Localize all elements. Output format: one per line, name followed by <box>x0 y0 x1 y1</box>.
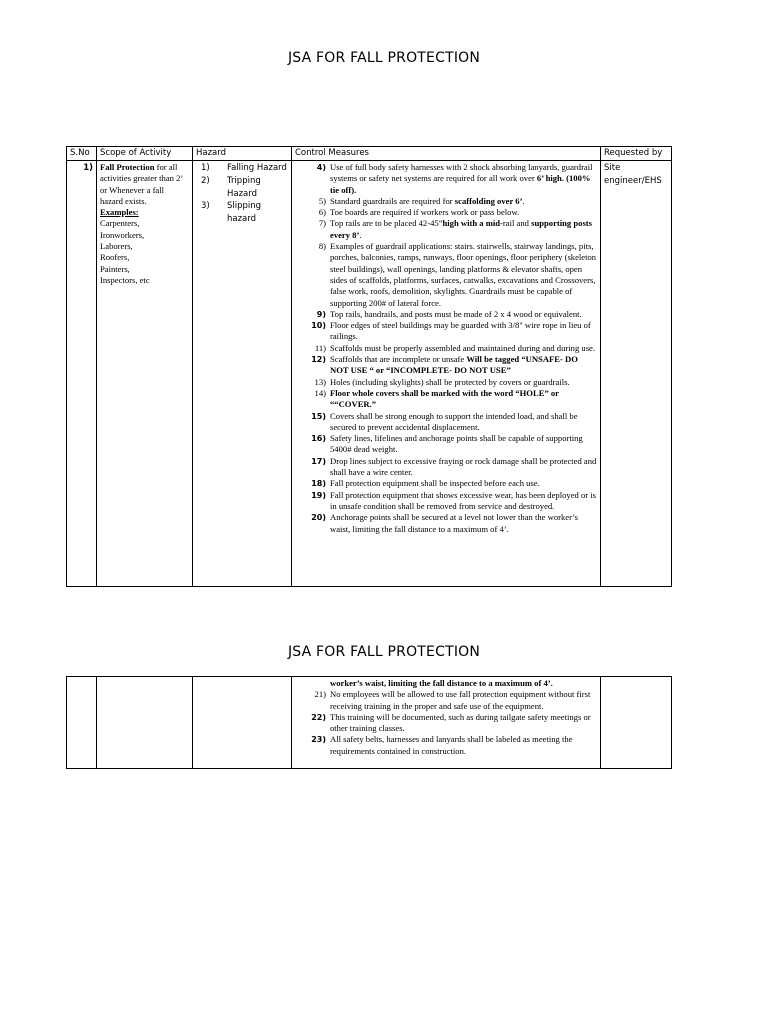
control-text: Standard guardrails are required for <box>330 195 455 206</box>
control-measure-item <box>292 689 598 712</box>
control-number: 8) <box>318 241 326 252</box>
hazard-list <box>193 162 291 226</box>
control-text: Examples of guardrail applications: stairs. stairwells, stairway landings, pits, porches, balconies, ramps, runways, floor openings, floor periphery (skeleton steel buildings), wall openings, landing platforms & elevator shafts, open sides of scaffolds, platforms, surfaces, catwalks, excavations and Crossovers, false work, roofs, demolition, skylights. Guardrails must be capable of supporting 200# of lateral force. <box>330 241 597 308</box>
control-text: Use of full body safety harnesses with 2 shock absorbing lanyards, guardrail systems or safety net systems are required for all work over <box>330 162 593 184</box>
control-text: . <box>522 195 525 206</box>
control-measure-item <box>292 478 598 489</box>
control-measure-item <box>292 309 598 320</box>
control-measure-item <box>292 512 598 535</box>
control-text: Holes (including skylights) shall be protected by covers or guardrails. <box>330 376 570 387</box>
control-measures-list <box>292 162 598 586</box>
control-text: Covers shall be strong enough to support the intended load, and shall be secured to prevent accidental displacement. <box>330 410 578 432</box>
header-scope: Scope of Activity <box>97 147 193 161</box>
control-measure-item <box>292 207 598 218</box>
control-number: 6) <box>318 207 326 218</box>
control-number: 5) <box>318 195 326 206</box>
header-sno: S.No <box>67 147 97 161</box>
example-item: Laborers, <box>100 241 133 252</box>
example-item: Ironworkers, <box>100 229 145 240</box>
control-text-bold: 6’ high. (100% tie off). <box>330 173 591 195</box>
control-measure-item <box>292 433 598 456</box>
requested-by-cell: Site engineer/EHS <box>601 161 672 587</box>
control-measures-cell <box>292 161 601 587</box>
hazard-cell <box>193 677 292 769</box>
control-number: 19) <box>311 490 326 500</box>
control-text: This training will be documented, such as during tailgate safety meetings or other training classes. <box>330 711 591 734</box>
hazard-text: Slipping hazard <box>227 201 262 225</box>
control-number: 14) <box>314 387 326 398</box>
control-text-bold: Floor whole covers shall be marked with the word “HOLE” or ““COVER.” <box>330 387 559 410</box>
control-measure-item <box>292 162 598 196</box>
example-item: Carpenters, <box>100 218 140 229</box>
scope-title: Fall Protection <box>100 162 155 172</box>
jsa-table-continued <box>66 676 672 769</box>
control-number: 10) <box>311 321 326 331</box>
control-text: Floor edges of steel buildings may be guarded with 3/8" wire rope in lieu of railings. <box>330 320 591 342</box>
example-item: Painters, <box>100 263 130 274</box>
control-text: Anchorage points shall be secured at a level not lower than the worker’s waist, limiting the fall distance to a maximum of 4’. <box>330 512 579 534</box>
control-measure-item <box>292 490 598 513</box>
scope-cell <box>97 161 193 587</box>
control-number: 13) <box>314 376 326 387</box>
hazard-item <box>193 175 289 201</box>
control-text-bold: scaffolding over 6’ <box>454 195 523 206</box>
control-text-bold: supporting posts every 8’ <box>330 218 592 240</box>
hazard-text: Tripping Hazard <box>227 175 261 199</box>
control-text: No employees will be allowed to use fall protection equipment without first receiving training in the proper and safe use of the equipment. <box>330 689 591 711</box>
header-requested-by: Requested by <box>601 147 672 161</box>
control-measure-item <box>292 712 598 735</box>
scope-cell <box>97 677 193 769</box>
examples-label: Examples: <box>100 207 139 218</box>
table-header-row <box>67 147 672 161</box>
control-measure-item <box>292 456 598 479</box>
example-item: Roofers, <box>100 252 130 263</box>
control-measure-item <box>292 218 598 241</box>
control-text: Scaffolds that are incomplete or unsafe <box>330 354 467 365</box>
control-text: Top rails are to be placed 42-45” <box>330 218 443 229</box>
control-measure-item <box>292 196 598 207</box>
control-text: Toe boards are required if workers work or pass below. <box>330 207 520 218</box>
control-number: 22) <box>311 712 326 722</box>
header-control-measures: Control Measures <box>292 147 601 161</box>
control-measure-item <box>292 320 598 343</box>
control-text-bold: high with a mid <box>442 218 501 229</box>
control-text-bold: Will be tagged “UNSAFE- DO NOT USE “ or “INCOMPLETE- DO NOT USE” <box>330 354 578 376</box>
hazard-cell <box>193 161 292 587</box>
control-measure-item <box>292 354 598 377</box>
scope-text: for all activities greater than 2’ or Whenever a fall hazard exists. <box>100 162 183 206</box>
control-number: 17) <box>311 456 326 466</box>
control-number: 23) <box>311 735 326 745</box>
hazard-item <box>193 162 289 175</box>
control-number: 9) <box>316 309 326 319</box>
hazard-item <box>193 200 289 226</box>
control-text: Fall protection equipment that shows excessive wear, has been deployed or is in unsafe condition shall be removed from service and destroyed. <box>330 489 596 511</box>
control-text: . <box>359 229 362 240</box>
control-number: 20) <box>311 513 326 523</box>
control-number: 18) <box>311 479 326 489</box>
hazard-number: 2) <box>201 175 210 186</box>
hazard-number: 1) <box>201 163 210 173</box>
control-measure-item <box>292 388 598 411</box>
row-number: 1) <box>67 161 97 587</box>
control-text: All safety belts, harnesses and lanyards shall be labeled as meeting the requirements contained in construction. <box>330 734 573 756</box>
example-item: Inspectors, etc <box>100 274 150 285</box>
jsa-table <box>66 146 672 587</box>
control-text: -rail and <box>500 218 532 229</box>
control-number: 16) <box>311 434 326 444</box>
control-number: 7) <box>318 218 326 229</box>
control-measure-item <box>292 241 598 309</box>
requested-by-cell <box>601 677 672 769</box>
table-row <box>67 677 672 769</box>
header-hazard: Hazard <box>193 147 292 161</box>
row-number <box>67 677 97 769</box>
continued-text: worker’s waist, limiting the fall distance to a maximum of 4’. <box>330 678 553 688</box>
page-title: JSA FOR FALL PROTECTION <box>287 50 481 66</box>
control-measures-list-2 <box>292 689 598 757</box>
control-measure-item <box>292 411 598 434</box>
page-title-2: JSA FOR FALL PROTECTION <box>287 644 481 660</box>
control-text: Fall protection equipment shall be inspected before each use. <box>330 478 540 489</box>
control-measures-cell <box>292 677 601 769</box>
control-measure-item <box>292 377 598 388</box>
control-number: 15) <box>311 411 326 421</box>
table-row <box>67 161 672 587</box>
control-number: 4) <box>316 163 326 172</box>
hazard-number: 3) <box>201 201 210 212</box>
control-number: 11) <box>314 342 326 353</box>
control-text: Scaffolds must be properly assembled and maintained during and during use. <box>330 342 595 353</box>
control-text: Safety lines, lifelines and anchorage points shall be capable of supporting 5400# dead weight. <box>330 433 583 455</box>
control-text: Top rails, handrails, and posts must be made of 2 x 4 wood or equivalent. <box>330 308 582 319</box>
control-text: Drop lines subject to excessive fraying or rock damage shall be protected and shall have a wire center. <box>330 455 597 478</box>
examples-list <box>100 218 189 286</box>
control-number: 21) <box>314 689 326 700</box>
control-measure-item <box>292 734 598 757</box>
hazard-text: Falling Hazard <box>227 163 287 173</box>
control-measure-item <box>292 343 598 354</box>
control-number: 12) <box>311 355 326 365</box>
